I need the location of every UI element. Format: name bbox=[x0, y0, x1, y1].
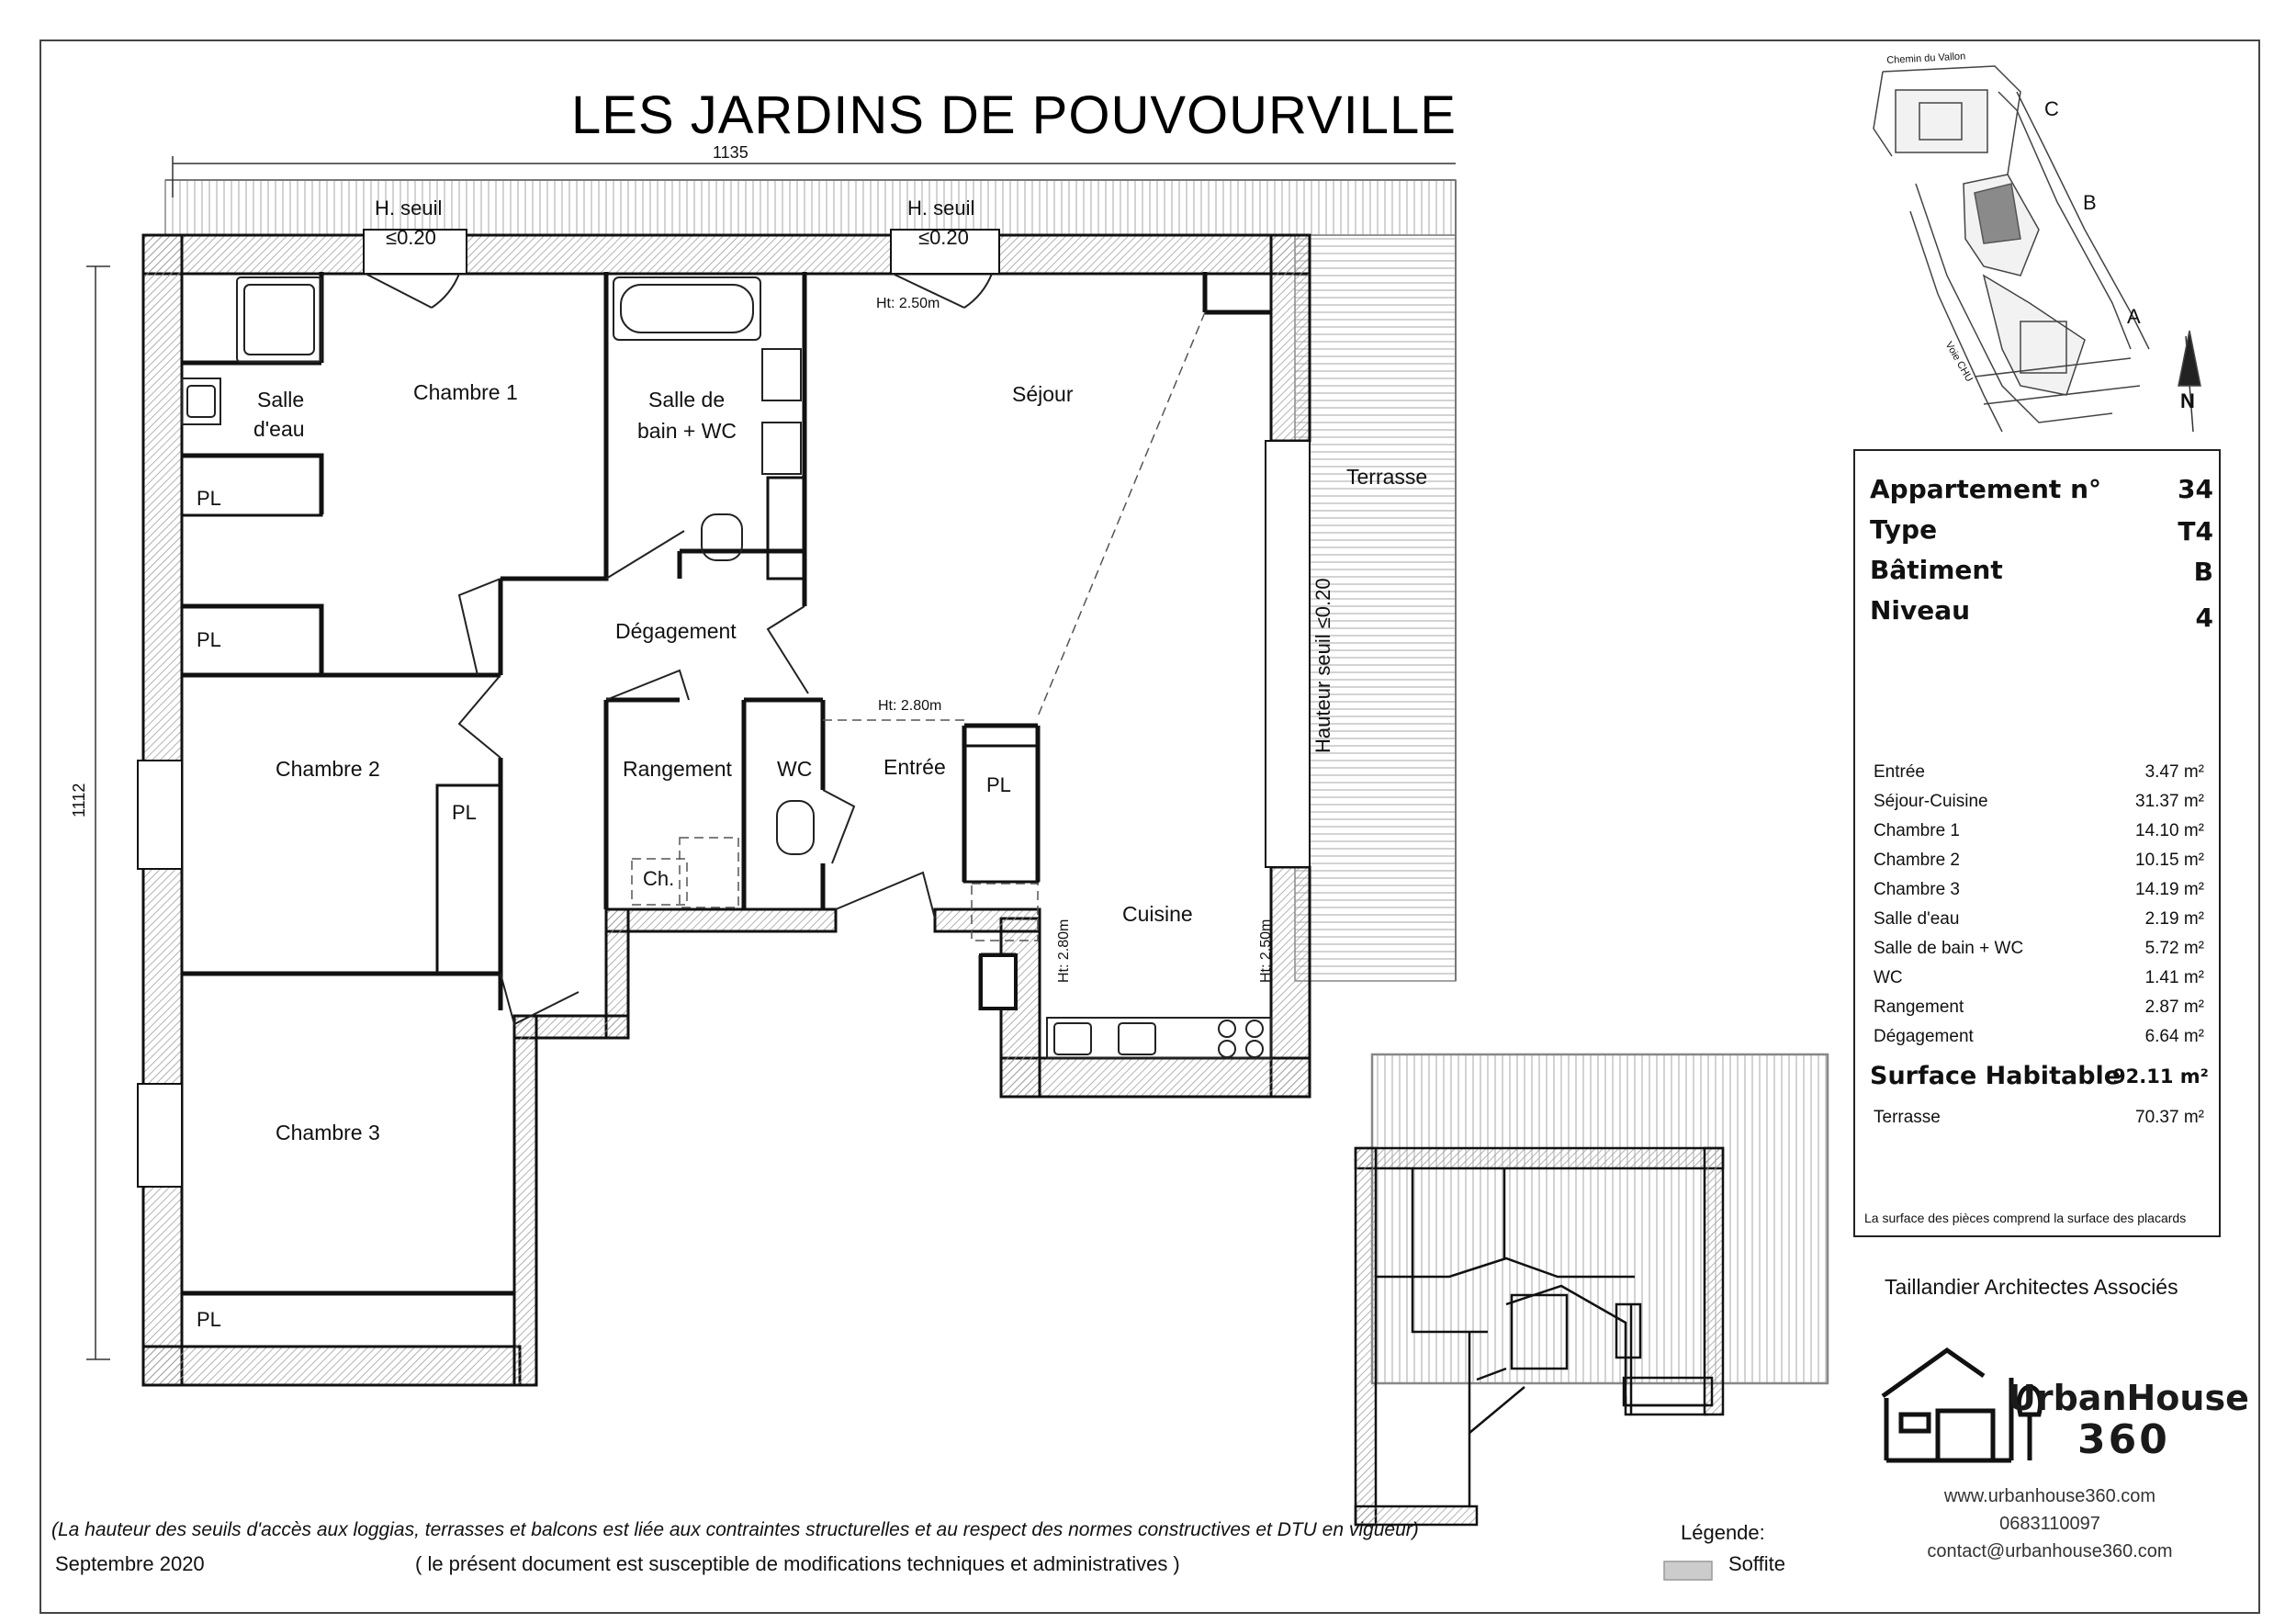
area-label: Rangement bbox=[1874, 997, 1964, 1017]
site-road-1: Chemin du Vallon bbox=[1886, 51, 1966, 66]
room-chambre-3: Chambre 3 bbox=[276, 1121, 380, 1144]
room-salle-eau-line2: d'eau bbox=[253, 417, 305, 441]
label-placard-3: PL bbox=[452, 801, 477, 824]
threshold-label-2: H. seuil bbox=[907, 197, 975, 220]
info-label-apartment: Appartement n° bbox=[1870, 474, 2101, 504]
brand-email[interactable]: contact@urbanhouse360.com bbox=[1927, 1541, 2173, 1561]
terrace-area-label: Terrasse bbox=[1874, 1108, 1941, 1127]
legend-item-soffite: Soffite bbox=[1728, 1552, 1785, 1575]
closets bbox=[182, 455, 1038, 1347]
height-mark-3: Ht: 2.80m bbox=[1056, 919, 1072, 983]
room-chambre-2: Chambre 2 bbox=[276, 757, 380, 781]
height-mark-4: Ht: 2.50m bbox=[1258, 919, 1274, 983]
area-note: La surface des pièces comprend la surface des placards bbox=[1864, 1211, 2187, 1225]
area-value: 2.19 m² bbox=[2144, 909, 2204, 929]
room-rangement: Rangement bbox=[623, 757, 732, 781]
site-plan bbox=[1874, 66, 2200, 432]
label-placard-1: PL bbox=[197, 487, 221, 510]
room-wc: WC bbox=[777, 757, 813, 781]
dimension-height: 1112 bbox=[70, 783, 88, 817]
footer-disclaimer: (La hauteur des seuils d'accès aux loggias, terrasses et balcons est liée aux contraintes structurelles et au respect des normes constructives et DTU en vigueur) bbox=[51, 1519, 1419, 1540]
area-value: 5.72 m² bbox=[2144, 939, 2204, 958]
info-value-niveau: 4 bbox=[2195, 603, 2213, 633]
area-value: 10.15 m² bbox=[2135, 851, 2204, 870]
terrace-area bbox=[165, 180, 1456, 981]
area-label: Salle d'eau bbox=[1874, 909, 1960, 929]
brand-phone: 0683110097 bbox=[1999, 1514, 2100, 1534]
area-value: 2.87 m² bbox=[2144, 997, 2204, 1017]
site-building-a: A bbox=[2127, 305, 2141, 328]
label-placard-2: PL bbox=[197, 628, 221, 651]
threshold-value-1: ≤0.20 bbox=[386, 226, 436, 249]
brand-name-line2: 360 bbox=[2077, 1416, 2170, 1463]
area-label: Salle de bain + WC bbox=[1874, 939, 2024, 958]
legend-swatch-soffite bbox=[1664, 1561, 1712, 1580]
windows bbox=[138, 230, 1310, 1187]
info-value-apartment: 34 bbox=[2178, 474, 2213, 504]
area-label: Chambre 3 bbox=[1874, 880, 1960, 899]
mini-plan bbox=[1356, 1054, 1828, 1525]
surface-habitable-label: Surface Habitable bbox=[1870, 1062, 2122, 1090]
north-indicator: N bbox=[2180, 389, 2195, 412]
info-value-batiment: B bbox=[2193, 557, 2213, 587]
area-label: Chambre 2 bbox=[1874, 851, 1960, 870]
info-label-niveau: Niveau bbox=[1870, 595, 1971, 626]
info-value-type: T4 bbox=[2178, 516, 2213, 547]
info-label-batiment: Bâtiment bbox=[1870, 555, 2003, 585]
footer-notice: ( le présent document est susceptible de modifications techniques et administratives ) bbox=[415, 1552, 1180, 1575]
area-label: Dégagement bbox=[1874, 1027, 1974, 1046]
room-salle-eau-line1: Salle bbox=[257, 388, 305, 411]
site-road-2: Voie CHU bbox=[1942, 340, 1975, 384]
label-chauffe-eau: Ch. bbox=[643, 867, 675, 890]
area-label: Séjour-Cuisine bbox=[1874, 792, 1988, 811]
surface-habitable-value: 92.11 m² bbox=[2112, 1065, 2209, 1088]
area-value: 31.37 m² bbox=[2135, 792, 2204, 811]
area-value: 6.64 m² bbox=[2144, 1027, 2204, 1046]
area-value: 14.10 m² bbox=[2135, 821, 2204, 840]
room-degagement: Dégagement bbox=[615, 619, 737, 643]
brand-name-line1: UrbanHouse bbox=[2008, 1378, 2249, 1418]
area-label: Entrée bbox=[1874, 762, 1925, 782]
area-label: WC bbox=[1874, 968, 1903, 987]
area-value: 1.41 m² bbox=[2144, 968, 2204, 987]
shaft bbox=[981, 955, 1016, 1009]
threshold-value-2: ≤0.20 bbox=[918, 226, 969, 249]
room-cuisine: Cuisine bbox=[1122, 902, 1193, 926]
room-sejour: Séjour bbox=[1012, 382, 1074, 406]
height-mark-2: Ht: 2.80m bbox=[878, 698, 942, 714]
room-chambre-1: Chambre 1 bbox=[413, 380, 518, 404]
room-entree: Entrée bbox=[884, 755, 946, 779]
site-building-c: C bbox=[2044, 97, 2059, 120]
height-mark-1: Ht: 2.50m bbox=[876, 296, 940, 311]
sanitary-fixtures bbox=[182, 277, 1271, 1058]
terrace-threshold: Hauteur seuil ≤0.20 bbox=[1311, 578, 1334, 753]
legend-title: Légende: bbox=[1681, 1521, 1765, 1544]
label-placard-4: PL bbox=[986, 773, 1011, 796]
architect-name: Taillandier Architectes Associés bbox=[1885, 1275, 2178, 1299]
outer-walls bbox=[143, 235, 1310, 1385]
area-value: 14.19 m² bbox=[2135, 880, 2204, 899]
site-building-b: B bbox=[2083, 191, 2097, 214]
page-title: LES JARDINS DE POUVOURVILLE bbox=[571, 85, 1457, 145]
terrace-area-value: 70.37 m² bbox=[2135, 1108, 2204, 1127]
room-sdb-line1: Salle de bbox=[648, 388, 726, 411]
area-label: Chambre 1 bbox=[1874, 821, 1960, 840]
area-value: 3.47 m² bbox=[2144, 762, 2204, 782]
info-label-type: Type bbox=[1870, 514, 1938, 545]
threshold-label-1: H. seuil bbox=[375, 197, 443, 220]
dimension-width: 1135 bbox=[713, 143, 748, 162]
footer-date: Septembre 2020 bbox=[55, 1552, 205, 1575]
label-placard-5: PL bbox=[197, 1308, 221, 1331]
brand-website[interactable]: www.urbanhouse360.com bbox=[1943, 1486, 2156, 1506]
room-sdb-line2: bain + WC bbox=[637, 419, 737, 443]
room-terrasse: Terrasse bbox=[1346, 465, 1428, 489]
